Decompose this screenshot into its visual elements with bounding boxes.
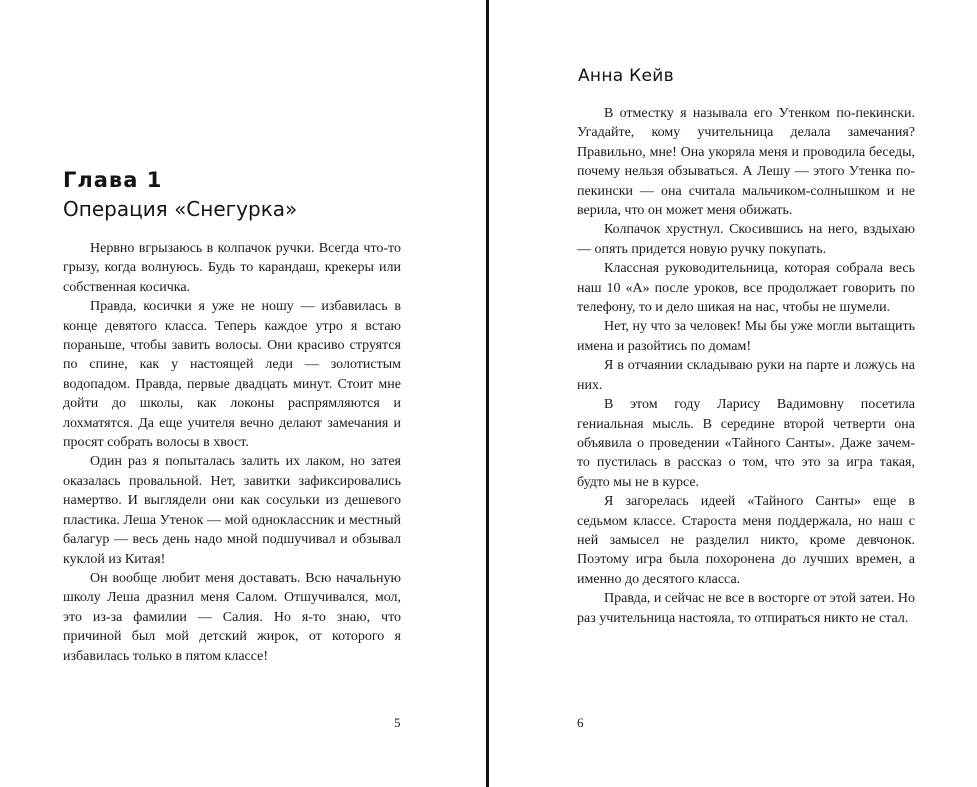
paragraph: Он вообще любит меня доставать. Всю начальную школу Леша дразнил меня Салом. Отшучивался, мол, это из-за фамилии — Салия. Но я-то знаю, что причиной был мой детский жирок, от которого я избавилась только в пятом классе! xyxy=(63,570,401,664)
page-number-left: 5 xyxy=(394,715,401,730)
book-spine-divider xyxy=(486,0,489,787)
left-page-body xyxy=(63,239,401,666)
running-head-author: Анна Кейв xyxy=(578,66,674,86)
right-page xyxy=(490,0,977,787)
paragraph: Я в отчаянии складываю руки на парте и ложусь на них. xyxy=(577,358,915,393)
paragraph: Нервно вгрызаюсь в колпачок ручки. Всегда что-то грызу, когда волнуюсь. Будь то карандаш, крекеры или собственная косичка. xyxy=(63,241,401,295)
left-page xyxy=(0,0,487,787)
paragraph: Классная руководительница, которая собрала весь наш 10 «А» после уроков, все продолжает говорить по телефону, то и дело шикая на нас, чтобы не шумели. xyxy=(577,261,915,316)
paragraph: Правда, и сейчас не все в восторге от этой затеи. Но раз учительница настояла, то отпираться никто не стал. xyxy=(577,591,915,626)
paragraph: Правда, косички я уже не ношу — избавилась в конце девятого класса. Теперь каждое утро я встаю пораньше, чтобы завить волосы. Они красиво струятся по спине, как у настоящей леди — золотистым водопадом. Правда, первые двадцать минут. Стоит мне дойти до школы, как локоны распрямляются и лохматятся. Да еще учителя вечно делают замечания и просят собрать волосы в хвост. xyxy=(63,299,401,451)
paragraph: Нет, ну что за человек! Мы бы уже могли вытащить имена и разойтись по домам! xyxy=(577,319,915,354)
page-number-right: 6 xyxy=(577,715,584,730)
chapter-number: Глава 1 xyxy=(63,168,163,192)
paragraph: Один раз я попыталась залить их лаком, но затея оказалась провальной. Нет, завитки зафиксировались намертво. И выглядели они как сосульки из дешевого пластика. Леша Утенок — мой одноклассник и местный балагур — весь день надо мной подшучивал и обзывал куклой из Китая! xyxy=(63,454,401,567)
paragraph: Колпачок хрустнул. Скосившись на него, вздыхаю — опять придется новую ручку покупать. xyxy=(577,222,915,257)
right-page-body xyxy=(577,104,915,628)
paragraph: В этом году Ларису Вадимовну посетила гениальная мысль. В середине второй четверти она объявила о проведении «Тайного Санты». Даже зачем-то пустилась в рассказ о том, что это за игра такая, будто мы не в курсе. xyxy=(577,397,915,490)
paragraph: Я загорелась идеей «Тайного Санты» еще в седьмом классе. Староста меня поддержала, но наш с ней замысел не разделил никто, кроме девчонок. Поэтому игра была похоронена до лучших времен, а именно до десятого класса. xyxy=(577,494,915,587)
paragraph: В отместку я называла его Утенком по-пекински. Угадайте, кому учительница делала замечания? Правильно, мне! Она укоряла меня и проводила беседы, почему нельзя обзываться. А Лешу — этого Утенка по-пекински — она считала мальчиком-солнышком и не верила, что он может меня обижать. xyxy=(577,106,915,219)
chapter-title: Операция «Снегурка» xyxy=(63,197,298,221)
